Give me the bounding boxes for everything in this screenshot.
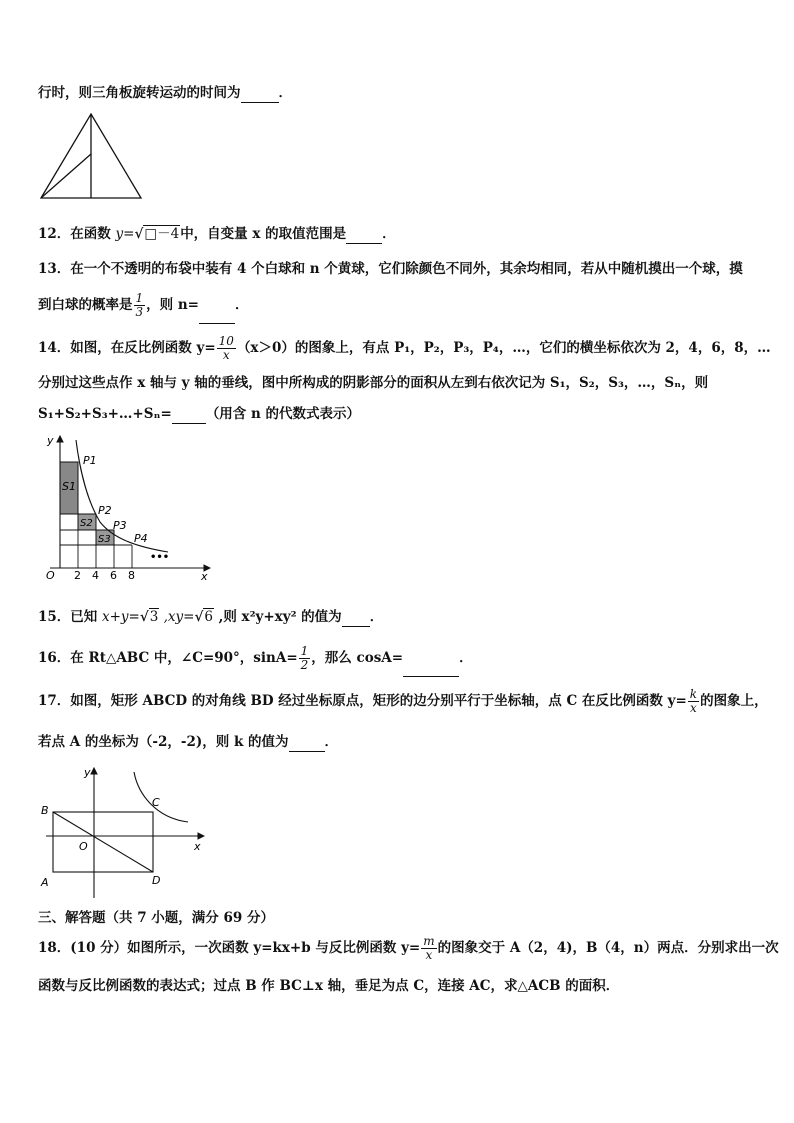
diagonal-bd [53,812,153,872]
label-p2: P2 [98,504,112,517]
fraction-denominator: 3 [135,305,144,319]
q18-fraction [421,935,436,962]
q14-line2: 分别过这些点作 x 轴与 y 轴的垂线，图中所构成的阴影部分的面积从左到右依次记为 S₁，S₂，S₃，…，Sₙ，则 [38,375,709,391]
q17-line2 [38,733,338,752]
q15-sep: ,xy= [159,609,195,625]
label-s1: S1 [62,480,76,493]
answer-blank [172,405,206,424]
label-a: A [41,876,49,889]
answer-blank [199,287,235,324]
q18-prefix: 18．(10 分）如图所示，一次函数 y=kx+b 与反比例函数 y= [38,940,421,956]
q16-prefix: 16．在 Rt△ABC 中，∠C=90°，sinA= [38,650,298,666]
q14-fraction [217,335,236,362]
tick-8: 8 [128,569,135,582]
triangle-inner-edge [41,154,91,198]
q18-text: 的图象交于 A（2，4)，B（4，n）两点．分别求出一次 [437,940,779,956]
period: ． [278,85,292,101]
q13-line2 [38,287,248,324]
q17-fraction [688,688,699,715]
answer-blank [241,84,279,103]
q17-text: 的图象上， [700,693,768,709]
fraction-denominator: x [425,948,433,962]
hyperbola-curve [134,772,188,822]
q18-line1 [38,930,779,966]
q17-figure [38,762,210,902]
fraction-numerator: 10 [218,334,234,348]
q13-text: ，则 n= [146,297,199,313]
fraction-denominator: 2 [300,658,309,672]
label-b: B [41,804,49,817]
label-origin: O [46,569,55,582]
label-y: y [84,766,91,779]
tick-2: 2 [74,569,81,582]
q14-figure [40,432,220,582]
q12-line: 12．在函数 y=√□－4中，自变量 x 的取值范围是 ． [38,226,396,242]
tick-6: 6 [110,569,117,582]
q15-text: ,则 x²y+xy² 的值为 [213,609,342,625]
fraction-denominator: x [690,701,697,715]
period: ． [369,609,384,625]
q12-func: y= [115,226,135,242]
period: ． [324,734,339,750]
label-y: y [47,434,54,447]
period: ． [234,297,249,313]
q12-text: 中，自变量 x 的取值范围是 [180,226,347,242]
q12-radicand: □－4 [144,226,180,242]
q17-line1 [38,683,768,719]
q17-prefix: 17．如图，矩形 ABCD 的对角线 BD 经过坐标原点，矩形的边分别平行于坐标轴，点 C 在反比例函数 y= [38,693,687,709]
q12-prefix: 12．在函数 [38,226,116,242]
period: ． [382,226,396,242]
label-origin: O [79,840,88,853]
q13-fraction [134,292,146,319]
q11-text: 行时，则三角板旋转运动的时间为 [38,85,241,101]
q15-eq1: x+y= [102,609,140,625]
q16-line [38,640,473,677]
fraction-numerator: k [689,687,698,701]
triangle-figure [38,110,146,202]
q15-root1: 3 [149,609,159,625]
label-p3: P3 [113,519,127,532]
q15-line: 15．已知 x+y=√3 ,xy=√6 ,则 x²y+xy² 的值为 ． [38,609,384,625]
label-ellipsis: ••• [150,552,170,563]
q16-text: ，那么 cosA= [311,650,404,666]
q18-line2: 函数与反比例函数的表达式；过点 B 作 BC⊥x 轴，垂足为点 C，连接 AC，求△ACB 的面积． [38,978,620,994]
q14-note: （用含 n 的代数式表示） [205,406,361,422]
fraction-numerator: 1 [300,644,309,658]
q14-line3 [38,405,360,424]
fraction-numerator: 1 [135,291,144,305]
q14-sum: S₁+S₂+S₃+…+Sₙ= [38,406,172,422]
answer-blank [289,733,325,752]
answer-blank [403,640,459,677]
q14-line1 [38,330,771,366]
q14-text: （x＞0）的图象上，有点 P₁，P₂，P₃，P₄，…，它们的横坐标依次为 2，4，6，8，… [236,340,771,356]
answer-blank [346,225,382,244]
q13-prefix: 到白球的概率是 [38,297,133,313]
period: ． [459,650,473,666]
label-c: C [152,796,160,809]
label-p1: P1 [83,454,97,467]
label-d: D [152,874,161,887]
fraction-numerator: m [423,934,435,948]
section-heading: 三、解答题（共 7 小题，满分 69 分） [38,910,274,926]
fraction-denominator: x [222,348,230,362]
label-x: x [201,570,208,582]
label-p4: P4 [134,532,148,545]
label-x: x [194,840,201,853]
q14-prefix: 14．如图，在反比例函数 y= [38,340,216,356]
q16-fraction [299,645,311,672]
answer-blank [342,608,370,627]
q15-root2: 6 [204,609,213,625]
label-s2: S2 [80,518,93,529]
label-s3: S3 [98,534,111,545]
q17-text2: 若点 A 的坐标为（-2，-2)，则 k 的值为 [38,734,289,750]
q13-line1: 13．在一个不透明的布袋中装有 4 个白球和 n 个黄球，它们除颜色不同外，其余均相同，若从中随机摸出一个球，摸 [38,261,743,277]
q15-prefix: 15．已知 [38,609,102,625]
q11-line [38,84,292,103]
tick-4: 4 [92,569,99,582]
